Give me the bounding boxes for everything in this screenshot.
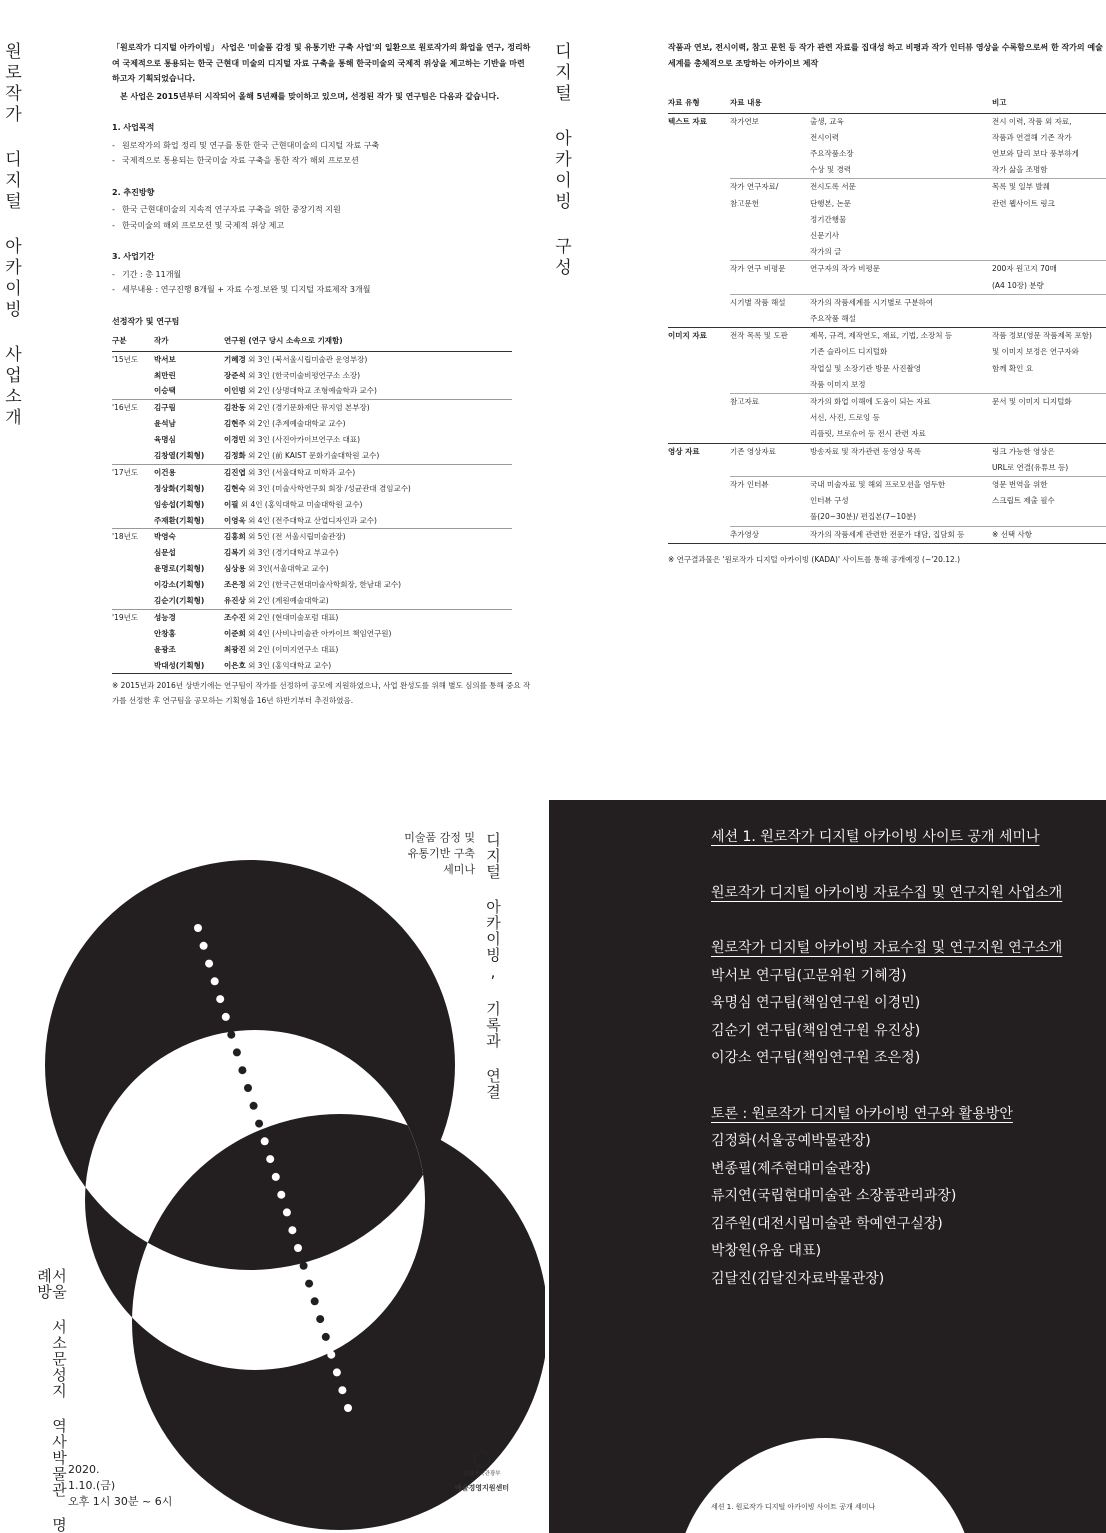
researcher-cell [224, 593, 512, 609]
artist-cell: 윤명로(기획형) [154, 564, 205, 574]
artist-cell: 육명심 [154, 435, 176, 445]
type-cell: 영상 자료 [668, 443, 730, 476]
poster-dot [216, 995, 224, 1003]
researcher-lead: 기혜경 [224, 354, 246, 364]
table-row [668, 393, 1106, 443]
year-cell [112, 657, 154, 673]
artist-cell: 심문섭 [154, 548, 176, 558]
researcher-lead: 김찬동 [224, 403, 246, 413]
program-half-circle [675, 1438, 975, 1533]
researcher-cell [224, 351, 512, 367]
poster-dot [222, 1013, 230, 1021]
name-cell: 기존 영상자료 [730, 443, 810, 476]
researcher-detail: 외 3인 (한국미술비평연구소 소장) [245, 370, 361, 380]
poster-dot [200, 942, 208, 950]
poster-dot [277, 1191, 285, 1199]
year-cell: '15년도 [112, 354, 139, 364]
ministry-logo-icon [473, 1450, 491, 1468]
researcher-detail: 외 2인 (현대미술포럼 대표) [245, 612, 339, 622]
archive-composition-table [668, 93, 1106, 544]
table-row [668, 328, 1106, 394]
researcher-lead: 이영욱 [224, 515, 246, 525]
table-header: 구분 [112, 331, 154, 351]
researcher-cell [224, 642, 512, 658]
table-row [112, 497, 512, 513]
artist-cell: 김구림 [154, 400, 224, 416]
desc-cell: 작가의 작품세계를 시기별로 구분하여 주요작품 해설 [810, 294, 992, 327]
table-row [112, 561, 512, 577]
page1-note: ※ 2015년과 2016년 상반기에는 연구팀이 작가를 선정하여 공모에 지원하였으나, 사업 완성도를 위해 별도 심의를 통해 중요 작가를 선정한 후 연구팀을 공모하는 기획형을 16년 하반기부터 추진하였음. [112, 681, 531, 706]
page2-note: ※ 연구결과물은 '원로작가 디지털 아카이빙 (KADA)' 사이트를 통해 공개예정 (~'20.12.) [668, 554, 961, 564]
year-cell [112, 642, 154, 658]
poster-dot [327, 1351, 335, 1359]
researcher-detail: 외 3인 (서울대학교 미학과 교수) [245, 467, 356, 477]
poster-logos [442, 1450, 522, 1492]
desc-cell: 방송자료 및 작가관련 동영상 목록 [810, 443, 992, 476]
researcher-lead: 장준석 [224, 370, 246, 380]
researcher-detail: 외 3인 (경기대학교 부교수) [245, 548, 339, 558]
researcher-detail: 외 2인 (상명대학교 조형예술학과 교수) [245, 386, 377, 396]
table-row [112, 448, 512, 464]
page1-vertical-title: 원로작가 디지털 아카이빙 사업소개 [1, 42, 21, 429]
table-header: 작가 [154, 331, 224, 351]
program-item: 박서보 연구팀(고문위원 기혜경) [711, 967, 907, 984]
researcher-lead: 심상용 [224, 564, 246, 574]
year-cell [112, 593, 154, 609]
poster-dot [205, 960, 213, 968]
poster-dot [294, 1244, 302, 1252]
desc-cell: 작가의 작품세계 관련한 전문가 대담, 집담회 등 [810, 526, 992, 543]
table-row [112, 626, 512, 642]
table-row [668, 179, 1106, 261]
note-cell: 영문 번역을 위한 스크립트 제출 필수 [992, 476, 1106, 526]
poster-vertical-title: 디지털 아카이빙, 기록과 연결 [484, 832, 502, 1100]
section-title: 1. 사업목적 [112, 123, 155, 132]
name-cell: 작가연보 [730, 113, 810, 179]
table-row [112, 609, 512, 625]
type-cell [668, 393, 730, 443]
poster-venue: 서울 서소문성지 역사박물관 명례방 [35, 1268, 68, 1533]
type-cell [668, 294, 730, 327]
note-cell: 목록 및 일부 발췌 관련 웹사이트 링크 [992, 179, 1106, 261]
table-row [112, 577, 512, 593]
year-cell [112, 383, 154, 399]
desc-cell: 연구자의 작가 비평문 [810, 261, 992, 294]
year-cell [112, 432, 154, 448]
artist-cell: 박영숙 [154, 529, 224, 545]
year-cell [112, 481, 154, 497]
table-row [112, 657, 512, 673]
table-row [112, 512, 512, 528]
researcher-detail: 외 2인 (계원예술대학교) [245, 596, 329, 606]
name-cell: 작가 연구 비평문 [730, 261, 810, 294]
table-row [668, 476, 1106, 526]
name-cell: 추가영상 [730, 526, 810, 543]
section-bullet: - 국제적으로 통용되는 한국미술 자료 구축을 통한 작가 해외 프로모션 [112, 153, 532, 169]
section-bullet: - 한국 근현대미술의 지속적 연구자료 구축을 위한 중장기적 지원 [112, 202, 532, 218]
researcher-detail: 외 3인(서울대학교 교수) [245, 564, 329, 574]
page1-intro: 「원로작가 디지털 아카이빙」 사업은 '미술품 감정 및 유통기반 구축 사업'의 일환으로 원로작가의 화업을 연구, 정리하여 국제적으로 통용되는 한국 근현대 미술의 디지털 자료 구축을 통해 한국미술의 국제적 위상을 제고하는 기반을 마련하고자 기획되었습니다. [112, 43, 531, 83]
table-row [112, 351, 512, 367]
table-row [112, 481, 512, 497]
researcher-lead: 이필 [224, 499, 239, 509]
table-row [668, 526, 1106, 543]
year-cell [112, 512, 154, 528]
poster-date-line: 2020. [68, 1463, 100, 1476]
note-cell: 작품 정보(영문 작품제목 포함) 및 이미지 보정은 연구자와 함께 확인 요 [992, 328, 1106, 394]
researcher-lead: 조수진 [224, 612, 246, 622]
artist-cell: 정상화(기획형) [154, 483, 205, 493]
desc-cell: 국내 미술자료 및 해외 프로모션을 염두한 인터뷰 구성 풀(20~30분)/ 편집본(7~10분) [810, 476, 992, 526]
researcher-lead: 이은호 [224, 660, 246, 670]
poster-dot [261, 1137, 269, 1145]
section-title: 2. 추진방향 [112, 187, 155, 197]
poster-dot [333, 1368, 341, 1376]
program-item: 원로작가 디지털 아카이빙 자료수집 및 연구지원 연구소개 [711, 940, 1063, 956]
table-row [112, 432, 512, 448]
section-title: 3. 사업기간 [112, 252, 155, 261]
table-row [112, 383, 512, 399]
researcher-detail: 외 2인 (경기문화재단 뮤지엄 본부장) [245, 403, 370, 413]
desc-cell: 전시도록 서문 단행본, 논문 정기간행물 신문기사 작가의 글 [810, 179, 992, 261]
name-cell: 작가 인터뷰 [730, 476, 810, 526]
artist-cell: 윤광조 [154, 644, 176, 654]
program-page [549, 800, 1106, 1533]
researcher-cell [224, 609, 512, 625]
year-cell [112, 626, 154, 642]
researcher-detail: 외 2인 (한국근현대미술사학회장, 한남대 교수) [245, 580, 402, 590]
researcher-cell [224, 577, 512, 593]
table-header: 자료 내용 [730, 93, 992, 113]
table-row [112, 367, 512, 383]
poster-subtitle-line: 미술품 감정 및 [404, 831, 475, 844]
researcher-cell [224, 561, 512, 577]
researcher-detail: 외 4인 (사비나미술관 아카이브 책임연구원) [245, 628, 392, 638]
note-cell: ※ 선택 사항 [992, 526, 1106, 543]
page1-body [112, 40, 532, 708]
artist-cell: 최만린 [154, 370, 176, 380]
page2-intro: 작품과 연보, 전시이력, 참고 문헌 등 작가 관련 자료를 집대성 하고 비평과 작가 인터뷰 영상을 수록함으로써 한 작가의 예술세계를 총체적으로 조망하는 아카이브 제작 [668, 43, 1103, 68]
type-cell [668, 179, 730, 261]
type-cell [668, 261, 730, 294]
year-cell: '18년도 [112, 529, 154, 545]
program-item: 김순기 연구팀(책임연구원 유진상) [711, 1022, 921, 1039]
researcher-detail: 외 2인 (추계예술대학교 교수) [245, 419, 346, 429]
note-cell: 전시 이력, 작품 외 자료, 작품과 연결해 기존 작가 연보와 달리 보다 풍부하게 작가 삶을 조명함 [992, 113, 1106, 179]
selected-artists-table [112, 331, 512, 674]
program-item: 육명심 연구팀(책임연구원 이경민) [711, 995, 921, 1011]
program-item: 원로작가 디지털 아카이빙 자료수집 및 연구지원 사업소개 [711, 884, 1063, 901]
poster-date-line: 1.10.(금) [68, 1479, 116, 1492]
artist-cell: 이승택 [154, 386, 176, 396]
researcher-cell [224, 416, 512, 432]
poster-date [68, 1462, 172, 1510]
kams-logo-text: 예술경영지원센터 [454, 1484, 510, 1492]
poster-dot [266, 1155, 274, 1163]
poster-dot [316, 1315, 324, 1323]
researcher-detail: 외 4인 (홍익대학교 미술대학원 교수) [238, 499, 363, 509]
poster-dot [227, 1031, 235, 1039]
type-cell [668, 526, 730, 543]
year-cell [112, 448, 154, 464]
poster-date-line: 오후 1시 30분 ~ 6시 [68, 1495, 173, 1508]
seminar-poster [0, 800, 545, 1533]
year-cell: '17년도 [112, 464, 154, 480]
type-cell: 이미지 자료 [668, 328, 730, 394]
artist-cell: 김창열(기획형) [154, 451, 205, 461]
year-cell [112, 497, 154, 513]
poster-subtitle-line: 세미나 [443, 863, 475, 876]
table-row [668, 294, 1106, 327]
artist-cell: 이건용 [154, 464, 224, 480]
program-item: 김주원(대전시립미술관 학예연구실장) [711, 1215, 943, 1232]
desc-cell: 제목, 규격, 제작연도, 재료, 기법, 소장처 등 기존 슬라이드 디지털화 작업실 및 소장기관 방문 사진촬영 작품 이미지 보정 [810, 328, 992, 394]
poster-dot [272, 1173, 280, 1181]
artist-cell: 박서보 [154, 354, 176, 364]
researcher-cell [224, 545, 512, 561]
program-item: 김정화(서울공예박물관장) [711, 1133, 871, 1149]
table-row [668, 113, 1106, 179]
table-row [112, 416, 512, 432]
researcher-cell [224, 481, 512, 497]
table-row [112, 545, 512, 561]
researcher-cell [224, 512, 512, 528]
researcher-cell [224, 400, 512, 416]
table-row [112, 593, 512, 609]
section-bullet: - 세부내용 : 연구진행 8개월 + 자료 수정.보완 및 디지털 자료제작 3개월 [112, 282, 532, 298]
program-item: 박창원(유움 대표) [711, 1243, 822, 1259]
page2-body [668, 40, 1106, 567]
artist-cell: 박대성(기획형) [154, 657, 224, 673]
poster-dot [233, 1048, 241, 1056]
poster-dot [238, 1066, 246, 1074]
researcher-cell [224, 367, 512, 383]
researcher-detail: 외 4인 (전주대학교 산업디자인과 교수) [245, 515, 377, 525]
table-row [112, 464, 512, 480]
artist-cell: 안창홍 [154, 628, 176, 638]
poster-dot [322, 1333, 330, 1341]
poster-dot [194, 924, 202, 932]
page1-table-title: 선정작가 및 연구팀 [112, 316, 180, 326]
researcher-detail: 외 2인 (이미지연구소 대표) [245, 644, 339, 654]
researcher-lead: 김진엽 [224, 467, 246, 477]
researcher-detail: 외 3인 (미술사학연구회 회장 /성균관대 겸임교수) [245, 483, 411, 493]
ministry-logo-text: 문화체육관광부 [463, 1471, 501, 1477]
artist-cell: 성능경 [154, 609, 224, 625]
program-item: 김달진(김달진자료박물관장) [711, 1270, 885, 1287]
note-cell [992, 294, 1106, 327]
table-row [112, 400, 512, 416]
researcher-lead: 이인범 [224, 386, 246, 396]
researcher-lead: 조은정 [224, 580, 246, 590]
researcher-cell [224, 448, 512, 464]
poster-dot [255, 1120, 263, 1128]
year-cell [112, 577, 154, 593]
page2-vertical-title: 디지털 아카이빙 구성 [551, 42, 571, 279]
researcher-cell [224, 626, 512, 642]
year-cell [112, 545, 154, 561]
name-cell: 전작 목록 및 도판 [730, 328, 810, 394]
poster-subtitle [404, 830, 475, 878]
section-bullet: - 한국미술의 해외 프로모션 및 국제적 위상 제고 [112, 218, 532, 234]
year-cell [112, 416, 154, 432]
poster-dot [283, 1208, 291, 1216]
researcher-cell [224, 529, 512, 545]
table-row [668, 261, 1106, 294]
type-cell: 텍스트 자료 [668, 113, 730, 179]
poster-subtitle-line: 유통기반 구축 [407, 847, 475, 860]
poster-dot [211, 977, 219, 985]
researcher-lead: 김현숙 [224, 483, 246, 493]
researcher-detail: 외 2인 (前 KAIST 문화기술대학원 교수) [245, 451, 380, 461]
year-cell: '16년도 [112, 400, 154, 416]
program-item: 이강소 연구팀(책임연구원 조은정) [711, 1050, 921, 1066]
year-cell [112, 367, 154, 383]
year-cell [112, 561, 154, 577]
program-item: 변종필(제주현대미술관장) [711, 1160, 871, 1177]
name-cell: 시기별 작품 해설 [730, 294, 810, 327]
note-cell: 문서 및 이미지 디지털화 [992, 393, 1106, 443]
researcher-detail: 외 3인 (홍익대학교 교수) [245, 660, 332, 670]
researcher-lead: 최광진 [224, 644, 246, 654]
poster-dot [250, 1102, 258, 1110]
table-header: 연구원 (연구 당시 소속으로 기재함) [224, 331, 512, 351]
poster-dot [300, 1262, 308, 1270]
poster-dot [288, 1226, 296, 1234]
table-header: 자료 유형 [668, 93, 730, 113]
researcher-lead: 김정화 [224, 451, 246, 461]
table-row [112, 642, 512, 658]
artist-cell: 임송섭(기획형) [154, 499, 205, 509]
page1-intro2: 본 사업은 2015년부터 시작되어 올해 5년째를 맞이하고 있으며, 선정된 작가 및 연구팀은 다음과 같습니다. [120, 91, 500, 101]
program-footer: 세션 1. 원로작가 디지털 아카이빙 사이트 공개 세미나 [711, 1503, 876, 1511]
note-cell: 링크 가능한 영상은 URL로 연결(유튜브 등) [992, 443, 1106, 476]
researcher-cell [224, 657, 512, 673]
poster-dot [344, 1404, 352, 1412]
poster-graphic [0, 800, 545, 1533]
table-header: 비고 [992, 93, 1106, 113]
researcher-cell [224, 432, 512, 448]
researcher-cell [224, 464, 512, 480]
artist-cell: 이강소(기획형) [154, 580, 205, 590]
name-cell: 참고자료 [730, 393, 810, 443]
desc-cell: 출생, 교육 전시이력 주요작품소장 수상 및 경력 [810, 113, 992, 179]
table-row [668, 443, 1106, 476]
researcher-lead: 유진상 [224, 596, 246, 606]
researcher-lead: 김홍희 [224, 532, 246, 542]
researcher-detail: 외 3인 (북서울시립미술관 운영부장) [245, 354, 368, 364]
poster-dot [305, 1280, 313, 1288]
desc-cell: 작가의 화업 이해에 도움이 되는 자료 서신, 사진, 드로잉 등 리플릿, 브로슈어 등 전시 관련 자료 [810, 393, 992, 443]
researcher-cell [224, 383, 512, 399]
name-cell: 작가 연구자료/ 참고문헌 [730, 179, 810, 261]
researcher-lead: 김복기 [224, 548, 246, 558]
program-item: 토론 : 원로작가 디지털 아카이빙 연구와 활용방안 [711, 1105, 1013, 1122]
table-row [112, 529, 512, 545]
researcher-lead: 이경민 [224, 435, 246, 445]
year-cell: '19년도 [112, 609, 154, 625]
artist-cell: 주재환(기획형) [154, 515, 205, 525]
researcher-lead: 이준희 [224, 628, 246, 638]
program-item: 류지연(국립현대미술관 소장품관리과장) [711, 1188, 957, 1204]
program-item: 세션 1. 원로작가 디지털 아카이빙 사이트 공개 세미나 [711, 829, 1040, 845]
researcher-detail: 외 3인 (사진아카이브연구소 대표) [245, 435, 361, 445]
page1-sections [112, 120, 532, 298]
poster-dot [338, 1386, 346, 1394]
note-cell: 200자 원고지 70매 (A4 10장) 분량 [992, 261, 1106, 294]
poster-dot [311, 1297, 319, 1305]
poster-dot [244, 1084, 252, 1092]
researcher-cell [224, 497, 512, 513]
artist-cell: 김순기(기획형) [154, 596, 205, 606]
researcher-lead: 김현주 [224, 419, 246, 429]
researcher-detail: 외 5인 (전 서울시립미술관장) [245, 532, 346, 542]
section-bullet: - 원로작가의 화업 정리 및 연구를 통한 한국 근현대미술의 디지털 자료 구축 [112, 138, 532, 154]
section-bullet: - 기간 : 총 11개월 [112, 267, 532, 283]
type-cell [668, 476, 730, 526]
program-list [711, 824, 1062, 1293]
artist-cell: 윤석남 [154, 419, 176, 429]
